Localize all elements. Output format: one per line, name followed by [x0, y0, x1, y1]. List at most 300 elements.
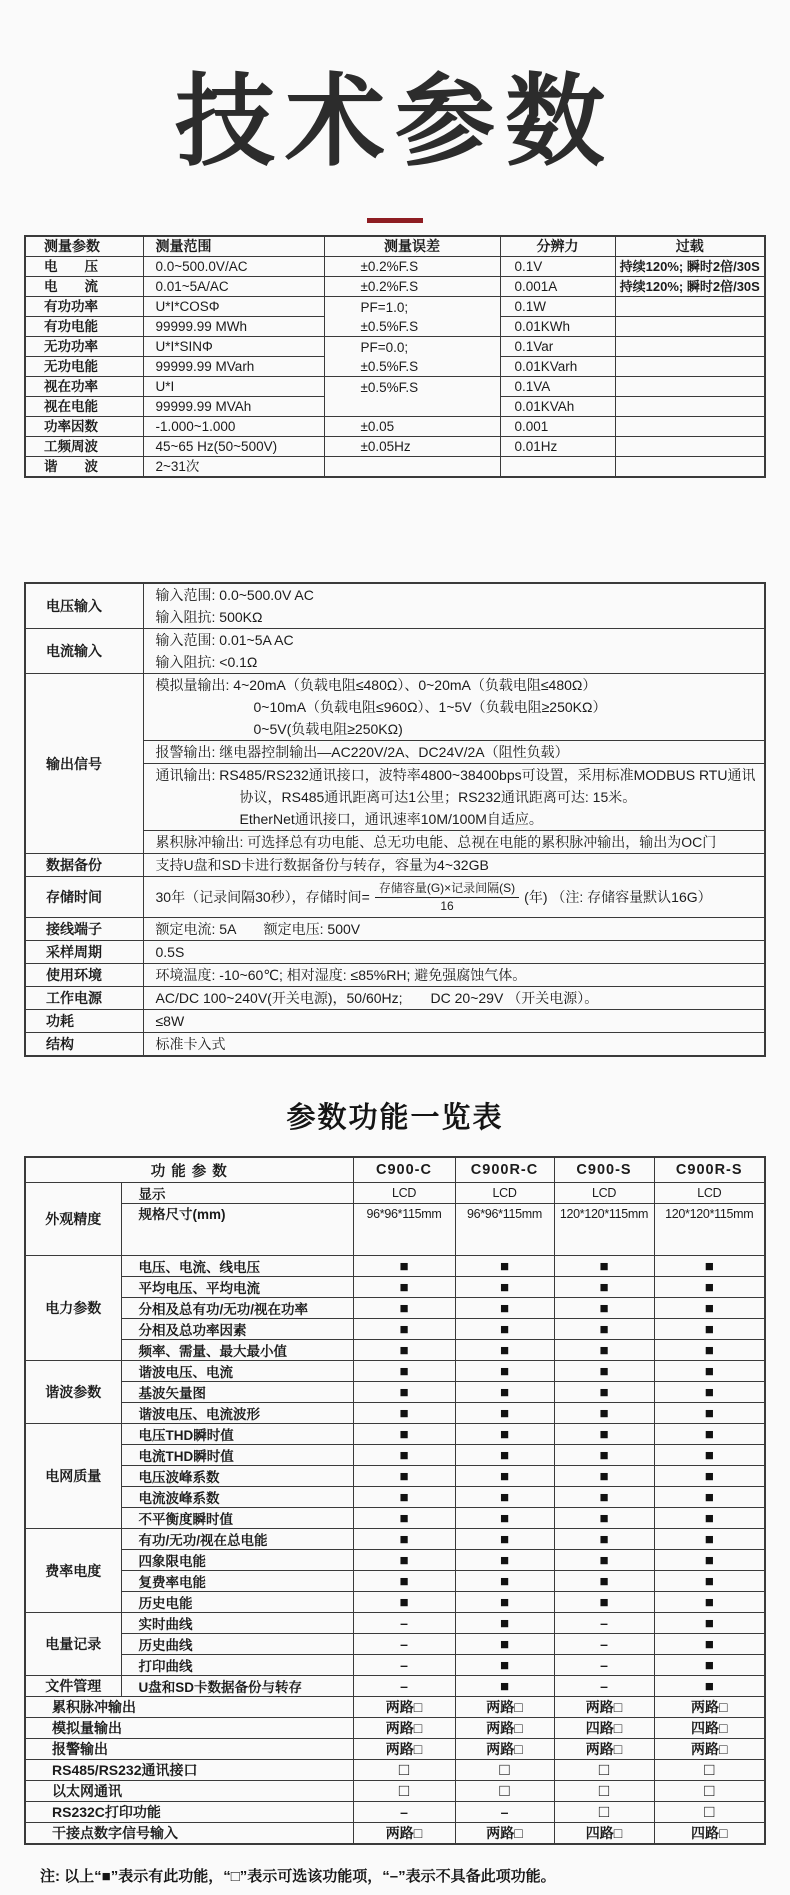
- function-value-cell: ■: [353, 1466, 455, 1487]
- function-value-cell: ■: [554, 1487, 654, 1508]
- spec-fraction-suffix: (年) （注: 存储容量默认16G）: [524, 889, 712, 905]
- function-feature-cell: 历史电能: [121, 1592, 353, 1613]
- function-value-cell: ■: [654, 1340, 765, 1361]
- function-value-cell: –: [353, 1613, 455, 1634]
- spec-label-cell: 功耗: [25, 1010, 143, 1033]
- function-value-cell: –: [353, 1676, 455, 1697]
- measurement-param-cell: 谐 波: [25, 457, 143, 478]
- spec-content-cell: [143, 941, 765, 964]
- function-row: [25, 1361, 765, 1382]
- function-value-cell: 两路□: [353, 1697, 455, 1718]
- function-row: [25, 1183, 765, 1204]
- measurement-range-cell: 99999.99 MVarh: [143, 357, 324, 377]
- function-value-cell: ■: [455, 1508, 554, 1529]
- function-value-cell: ■: [654, 1676, 765, 1697]
- function-feature-cell: 电压波峰系数: [121, 1466, 353, 1487]
- measurement-header-cell: 测量范围: [143, 236, 324, 257]
- measurement-overload-cell: [615, 357, 765, 377]
- function-value-cell: ■: [455, 1529, 554, 1550]
- model-header-cell: C900R-S: [654, 1157, 765, 1183]
- function-value-cell: ■: [554, 1403, 654, 1424]
- function-row: [25, 1319, 765, 1340]
- function-feature-cell: 分相及总功率因素: [121, 1319, 353, 1340]
- function-row: [25, 1445, 765, 1466]
- function-value-cell: LCD: [554, 1183, 654, 1204]
- function-value-cell: □: [554, 1802, 654, 1823]
- function-row: [25, 1634, 765, 1655]
- measurement-error-line: ±0.05: [360, 419, 395, 434]
- function-value-cell: 120*120*115mm: [654, 1204, 765, 1256]
- function-value-cell: ■: [554, 1445, 654, 1466]
- measurement-param-cell: 功率因数: [25, 417, 143, 437]
- spec-line: AC/DC 100~240V(开关电源)，50/60Hz; DC 20~29V （开关电源）。: [155, 990, 599, 1006]
- function-value-cell: ■: [554, 1424, 654, 1445]
- function-value-cell: ■: [455, 1676, 554, 1697]
- spec-line: 输入阻抗: <0.1Ω: [155, 654, 258, 670]
- function-value-cell: ■: [455, 1550, 554, 1571]
- measurement-row: [25, 457, 765, 478]
- function-param-header-cell: 功 能 参 数: [25, 1157, 353, 1183]
- spec-content-cell: [143, 854, 765, 877]
- measurement-overload-cell: [615, 297, 765, 317]
- function-value-cell: ■: [353, 1571, 455, 1592]
- function-value-cell: ■: [353, 1361, 455, 1382]
- function-value-cell: □: [455, 1760, 554, 1781]
- function-wide-label-cell: RS232C打印功能: [25, 1802, 353, 1823]
- function-value-cell: ■: [654, 1424, 765, 1445]
- function-value-cell: ■: [455, 1634, 554, 1655]
- function-value-cell: ■: [654, 1550, 765, 1571]
- function-value-cell: ■: [654, 1592, 765, 1613]
- function-value-cell: ■: [455, 1592, 554, 1613]
- function-value-cell: –: [353, 1634, 455, 1655]
- function-value-cell: ■: [654, 1655, 765, 1676]
- measurement-table: [24, 235, 766, 478]
- function-row: [25, 1340, 765, 1361]
- measurement-header-cell: 分辨力: [500, 236, 615, 257]
- spec-content-cell: [143, 629, 765, 674]
- spec-content-cell: [143, 583, 765, 629]
- function-value-cell: ■: [554, 1277, 654, 1298]
- fraction-numerator: 存储容量(G)×记录间隔(S): [375, 880, 519, 897]
- spec-line: 输入范围: 0.01~5A AC: [155, 632, 294, 648]
- spec-line: 协议，RS485通讯距离可达1公里；RS232通讯距离可达: 15米。: [239, 789, 637, 805]
- function-value-cell: □: [353, 1760, 455, 1781]
- measurement-param-cell: 无功功率: [25, 337, 143, 357]
- function-value-cell: □: [654, 1781, 765, 1802]
- function-value-cell: ■: [654, 1634, 765, 1655]
- function-feature-cell: 谐波电压、电流波形: [121, 1403, 353, 1424]
- function-value-cell: 两路□: [554, 1697, 654, 1718]
- spec-content-cell: [143, 918, 765, 941]
- function-value-cell: 四路□: [654, 1823, 765, 1845]
- measurement-error-cell: [324, 377, 500, 417]
- function-group-cell: 文件管理: [25, 1676, 121, 1697]
- function-feature-cell: 电流波峰系数: [121, 1487, 353, 1508]
- io-spec-table-body: [25, 583, 765, 1056]
- function-value-cell: 两路□: [455, 1718, 554, 1739]
- measurement-resolution-cell: 0.001A: [500, 277, 615, 297]
- spec-label-cell: 采样周期: [25, 941, 143, 964]
- spec-line: 0~5V(负载电阻≥250KΩ): [253, 721, 403, 737]
- function-wide-row: [25, 1739, 765, 1760]
- spec-line: 0.5S: [155, 944, 185, 960]
- section-title: 参数功能一览表: [286, 1102, 504, 1134]
- function-value-cell: □: [353, 1781, 455, 1802]
- model-header-cell: C900-S: [554, 1157, 654, 1183]
- measurement-error-cell: [324, 297, 500, 337]
- spec-content-cell: [143, 1010, 765, 1033]
- function-value-cell: ■: [654, 1298, 765, 1319]
- function-value-cell: ■: [455, 1403, 554, 1424]
- function-value-cell: ■: [455, 1424, 554, 1445]
- function-row: [25, 1592, 765, 1613]
- function-value-cell: –: [554, 1676, 654, 1697]
- function-feature-cell: 频率、需量、最大最小值: [121, 1340, 353, 1361]
- measurement-error-line: ±0.2%F.S: [360, 279, 419, 294]
- function-group-cell: 费率电度: [25, 1529, 121, 1613]
- spec-line: 0~10mA（负载电阻≤960Ω）、1~5V（负载电阻≥250KΩ）: [253, 699, 607, 715]
- measurement-resolution-cell: 0.1W: [500, 297, 615, 317]
- function-feature-cell: 谐波电压、电流: [121, 1361, 353, 1382]
- measurement-header-cell: 过载: [615, 236, 765, 257]
- function-value-cell: ■: [353, 1298, 455, 1319]
- function-row: [25, 1466, 765, 1487]
- model-header-cell: C900-C: [353, 1157, 455, 1183]
- function-group-cell: 电量记录: [25, 1613, 121, 1676]
- spec-content-cell: [143, 987, 765, 1010]
- measurement-error-cell: [324, 457, 500, 478]
- function-value-cell: □: [654, 1760, 765, 1781]
- spec-label-cell: 工作电源: [25, 987, 143, 1010]
- measurement-resolution-cell: 0.1V: [500, 257, 615, 277]
- function-feature-cell: 基波矢量图: [121, 1382, 353, 1403]
- function-value-cell: –: [554, 1613, 654, 1634]
- measurement-param-cell: 无功电能: [25, 357, 143, 377]
- function-value-cell: ■: [353, 1424, 455, 1445]
- function-value-cell: □: [455, 1781, 554, 1802]
- function-value-cell: 96*96*115mm: [353, 1204, 455, 1256]
- function-feature-cell: 电压、电流、线电压: [121, 1256, 353, 1277]
- spec-line: 通讯输出: RS485/RS232通讯接口，波特率4800~38400bps可设置，采用标准MODBUS RTU通讯: [155, 767, 756, 783]
- measurement-overload-cell: [615, 317, 765, 337]
- function-feature-cell: 平均电压、平均电流: [121, 1277, 353, 1298]
- function-value-cell: ■: [554, 1361, 654, 1382]
- spec-line: 环境温度: -10~60℃; 相对湿度: ≤85%RH; 避免强腐蚀气体。: [155, 967, 527, 983]
- spec-content-cell: [143, 877, 765, 918]
- measurement-row: [25, 297, 765, 317]
- function-feature-cell: 实时曲线: [121, 1613, 353, 1634]
- spec-row: [25, 877, 765, 918]
- spec-line: 输入范围: 0.0~500.0V AC: [155, 587, 314, 603]
- measurement-overload-cell: [615, 337, 765, 357]
- spec-content-cell: [143, 964, 765, 987]
- spec-line: 累积脉冲输出: 可选择总有功电能、总无功电能、总视在电能的累积脉冲输出，输出为OC门: [155, 834, 717, 850]
- spec-row: [25, 674, 765, 741]
- measurement-range-cell: 0.01~5A/AC: [143, 277, 324, 297]
- function-value-cell: ■: [554, 1319, 654, 1340]
- spec-label-cell: 电流输入: [25, 629, 143, 674]
- function-value-cell: ■: [353, 1403, 455, 1424]
- function-value-cell: ■: [554, 1550, 654, 1571]
- spec-line: EtherNet通讯接口，通讯速率10M/100M自适应。: [239, 811, 543, 827]
- measurement-param-cell: 视在电能: [25, 397, 143, 417]
- function-value-cell: 两路□: [455, 1739, 554, 1760]
- function-wide-label-cell: 报警输出: [25, 1739, 353, 1760]
- function-value-cell: 两路□: [654, 1697, 765, 1718]
- spec-line: 标准卡入式: [155, 1036, 226, 1052]
- function-value-cell: ■: [654, 1256, 765, 1277]
- function-value-cell: LCD: [654, 1183, 765, 1204]
- function-value-cell: 两路□: [654, 1739, 765, 1760]
- function-value-cell: ■: [455, 1256, 554, 1277]
- measurement-row: [25, 417, 765, 437]
- function-value-cell: ■: [654, 1466, 765, 1487]
- function-feature-cell: 显示: [121, 1183, 353, 1204]
- function-row: [25, 1487, 765, 1508]
- function-value-cell: 两路□: [353, 1718, 455, 1739]
- function-row: [25, 1571, 765, 1592]
- function-group-cell: 外观精度: [25, 1183, 121, 1256]
- function-value-cell: –: [353, 1655, 455, 1676]
- measurement-error-cell: [324, 417, 500, 437]
- function-value-cell: 两路□: [455, 1697, 554, 1718]
- measurement-error-line: ±0.05Hz: [360, 439, 411, 454]
- io-spec-table: [24, 582, 766, 1057]
- measurement-error-cell: [324, 437, 500, 457]
- function-row: [25, 1403, 765, 1424]
- function-value-cell: ■: [455, 1655, 554, 1676]
- spec-row: [25, 964, 765, 987]
- function-value-cell: 120*120*115mm: [554, 1204, 654, 1256]
- function-value-cell: ■: [654, 1319, 765, 1340]
- function-wide-label-cell: 干接点数字信号输入: [25, 1823, 353, 1845]
- measurement-range-cell: 99999.99 MWh: [143, 317, 324, 337]
- function-wide-row: [25, 1802, 765, 1823]
- function-feature-cell: 复费率电能: [121, 1571, 353, 1592]
- function-value-cell: ■: [455, 1382, 554, 1403]
- function-value-cell: ■: [353, 1487, 455, 1508]
- measurement-error-line: ±0.5%F.S: [360, 318, 419, 334]
- function-feature-cell: 历史曲线: [121, 1634, 353, 1655]
- function-value-cell: ■: [554, 1508, 654, 1529]
- function-value-cell: ■: [455, 1613, 554, 1634]
- measurement-error-cell: [324, 337, 500, 377]
- measurement-range-cell: U*I: [143, 377, 324, 397]
- function-value-cell: ■: [455, 1319, 554, 1340]
- measurement-error-line: PF=1.0;: [360, 299, 409, 315]
- measurement-overload-cell: [615, 457, 765, 478]
- function-value-cell: ■: [353, 1277, 455, 1298]
- measurement-table-body: [25, 236, 765, 477]
- function-row: [25, 1508, 765, 1529]
- spec-line: 报警输出: 继电器控制输出—AC220V/2A、DC24V/2A（阻性负载）: [155, 744, 569, 760]
- spec-line: ≤8W: [155, 1013, 185, 1029]
- spec-row: [25, 918, 765, 941]
- measurement-resolution-cell: [500, 457, 615, 478]
- function-value-cell: ■: [554, 1571, 654, 1592]
- function-value-cell: ■: [654, 1445, 765, 1466]
- measurement-header-cell: 测量误差: [324, 236, 500, 257]
- page-title: 技术参数: [175, 66, 615, 178]
- function-value-cell: ■: [455, 1277, 554, 1298]
- measurement-range-cell: -1.000~1.000: [143, 417, 324, 437]
- spec-row: [25, 583, 765, 629]
- measurement-resolution-cell: 0.1Var: [500, 337, 615, 357]
- spec-content-cell: [143, 674, 765, 741]
- measurement-error-line: ±0.2%F.S: [360, 259, 419, 274]
- function-row: [25, 1613, 765, 1634]
- function-row: [25, 1256, 765, 1277]
- spec-row: [25, 1033, 765, 1057]
- measurement-overload-cell: [615, 377, 765, 397]
- function-feature-cell: 不平衡度瞬时值: [121, 1508, 353, 1529]
- function-wide-row: [25, 1823, 765, 1845]
- title-block: [0, 0, 790, 223]
- function-value-cell: ■: [455, 1487, 554, 1508]
- function-feature-cell: 打印曲线: [121, 1655, 353, 1676]
- measurement-resolution-cell: 0.01KWh: [500, 317, 615, 337]
- spec-fraction-prefix: 30年（记录间隔30秒），存储时间=: [155, 889, 370, 905]
- function-table-body: [25, 1157, 765, 1844]
- measurement-row: [25, 437, 765, 457]
- spec-fraction-line: [144, 877, 765, 917]
- function-value-cell: ■: [455, 1445, 554, 1466]
- footnote: 注: 以上“■”表示有此功能，“□”表示可选该功能项，“–”表示不具备此项功能。: [40, 1868, 556, 1885]
- function-value-cell: 两路□: [554, 1739, 654, 1760]
- measurement-param-cell: 有功功率: [25, 297, 143, 317]
- function-value-cell: ■: [353, 1508, 455, 1529]
- function-group-cell: 电网质量: [25, 1424, 121, 1529]
- measurement-header-cell: 测量参数: [25, 236, 143, 257]
- function-value-cell: ■: [353, 1592, 455, 1613]
- function-value-cell: ■: [455, 1466, 554, 1487]
- measurement-param-cell: 电 流: [25, 277, 143, 297]
- measurement-row: [25, 337, 765, 357]
- measurement-range-cell: 99999.99 MVAh: [143, 397, 324, 417]
- function-feature-cell: 规格尺寸(mm): [121, 1204, 353, 1256]
- function-value-cell: ■: [353, 1382, 455, 1403]
- spec-line: 输入阻抗: 500KΩ: [155, 609, 263, 625]
- function-table: [24, 1156, 766, 1845]
- storage-time-fraction: [375, 880, 519, 913]
- measurement-error-cell: [324, 277, 500, 297]
- function-row: [25, 1204, 765, 1256]
- spec-row: [25, 941, 765, 964]
- spec-row: [25, 987, 765, 1010]
- function-value-cell: –: [554, 1634, 654, 1655]
- spec-line: 支持U盘和SD卡进行数据备份与转存，容量为4~32GB: [155, 857, 489, 873]
- function-row: [25, 1676, 765, 1697]
- measurement-range-cell: U*I*SINΦ: [143, 337, 324, 357]
- function-group-cell: 谐波参数: [25, 1361, 121, 1424]
- measurement-resolution-cell: 0.01KVarh: [500, 357, 615, 377]
- function-feature-cell: 有功/无功/视在总电能: [121, 1529, 353, 1550]
- function-row: [25, 1277, 765, 1298]
- function-value-cell: ■: [654, 1403, 765, 1424]
- function-value-cell: ■: [654, 1571, 765, 1592]
- spec-label-cell: 接线端子: [25, 918, 143, 941]
- spec-content-cell: [143, 764, 765, 831]
- function-feature-cell: U盘和SD卡数据备份与转存: [121, 1676, 353, 1697]
- function-value-cell: ■: [353, 1529, 455, 1550]
- function-row: [25, 1655, 765, 1676]
- function-wide-label-cell: 以太网通讯: [25, 1781, 353, 1802]
- function-feature-cell: 四象限电能: [121, 1550, 353, 1571]
- measurement-param-cell: 电 压: [25, 257, 143, 277]
- function-wide-row: [25, 1697, 765, 1718]
- measurement-error-line: ±0.5%F.S: [360, 379, 419, 395]
- function-value-cell: 四路□: [554, 1823, 654, 1845]
- function-value-cell: –: [353, 1802, 455, 1823]
- measurement-row: [25, 377, 765, 397]
- function-wide-row: [25, 1718, 765, 1739]
- spec-line: 模拟量输出: 4~20mA（负载电阻≤480Ω）、0~20mA（负载电阻≤480Ω）: [155, 677, 597, 693]
- spec-label-cell: 存储时间: [25, 877, 143, 918]
- function-group-cell: 电力参数: [25, 1256, 121, 1361]
- function-value-cell: ■: [353, 1340, 455, 1361]
- spec-label-cell: 结构: [25, 1033, 143, 1057]
- function-value-cell: ■: [554, 1592, 654, 1613]
- function-value-cell: 两路□: [455, 1823, 554, 1845]
- function-value-cell: ■: [554, 1529, 654, 1550]
- measurement-resolution-cell: 0.01Hz: [500, 437, 615, 457]
- measurement-resolution-cell: 0.001: [500, 417, 615, 437]
- function-row: [25, 1382, 765, 1403]
- function-value-cell: ■: [353, 1256, 455, 1277]
- function-wide-label-cell: 模拟量输出: [25, 1718, 353, 1739]
- function-wide-row: [25, 1781, 765, 1802]
- title-underline-decoration: [367, 218, 423, 223]
- function-value-cell: ■: [654, 1613, 765, 1634]
- function-value-cell: –: [554, 1655, 654, 1676]
- function-value-cell: 96*96*115mm: [455, 1204, 554, 1256]
- spec-row: [25, 629, 765, 674]
- spec-line: 额定电流: 5A 额定电压: 500V: [155, 921, 361, 937]
- measurement-overload-cell: [615, 437, 765, 457]
- measurement-header-row: [25, 236, 765, 257]
- function-value-cell: 四路□: [554, 1718, 654, 1739]
- measurement-overload-cell: 持续120%; 瞬时2倍/30S: [615, 257, 765, 277]
- function-value-cell: ■: [554, 1298, 654, 1319]
- function-value-cell: □: [554, 1781, 654, 1802]
- function-value-cell: ■: [353, 1319, 455, 1340]
- measurement-error-line: ±0.5%F.S: [360, 358, 419, 374]
- function-value-cell: –: [455, 1802, 554, 1823]
- function-value-cell: ■: [353, 1445, 455, 1466]
- measurement-error-line: PF=0.0;: [360, 339, 409, 355]
- spec-label-cell: 使用环境: [25, 964, 143, 987]
- model-header-cell: C900R-C: [455, 1157, 554, 1183]
- function-value-cell: ■: [654, 1508, 765, 1529]
- function-wide-label-cell: RS485/RS232通讯接口: [25, 1760, 353, 1781]
- function-row: [25, 1298, 765, 1319]
- function-value-cell: LCD: [455, 1183, 554, 1204]
- function-value-cell: ■: [353, 1550, 455, 1571]
- function-value-cell: ■: [455, 1340, 554, 1361]
- measurement-range-cell: 0.0~500.0V/AC: [143, 257, 324, 277]
- function-value-cell: ■: [654, 1277, 765, 1298]
- function-value-cell: 四路□: [654, 1718, 765, 1739]
- measurement-param-cell: 有功电能: [25, 317, 143, 337]
- spec-row: [25, 854, 765, 877]
- measurement-overload-cell: [615, 397, 765, 417]
- function-wide-label-cell: 累积脉冲输出: [25, 1697, 353, 1718]
- measurement-range-cell: U*I*COSΦ: [143, 297, 324, 317]
- measurement-param-cell: 工频周波: [25, 437, 143, 457]
- function-value-cell: ■: [554, 1256, 654, 1277]
- spec-label-cell: 输出信号: [25, 674, 143, 854]
